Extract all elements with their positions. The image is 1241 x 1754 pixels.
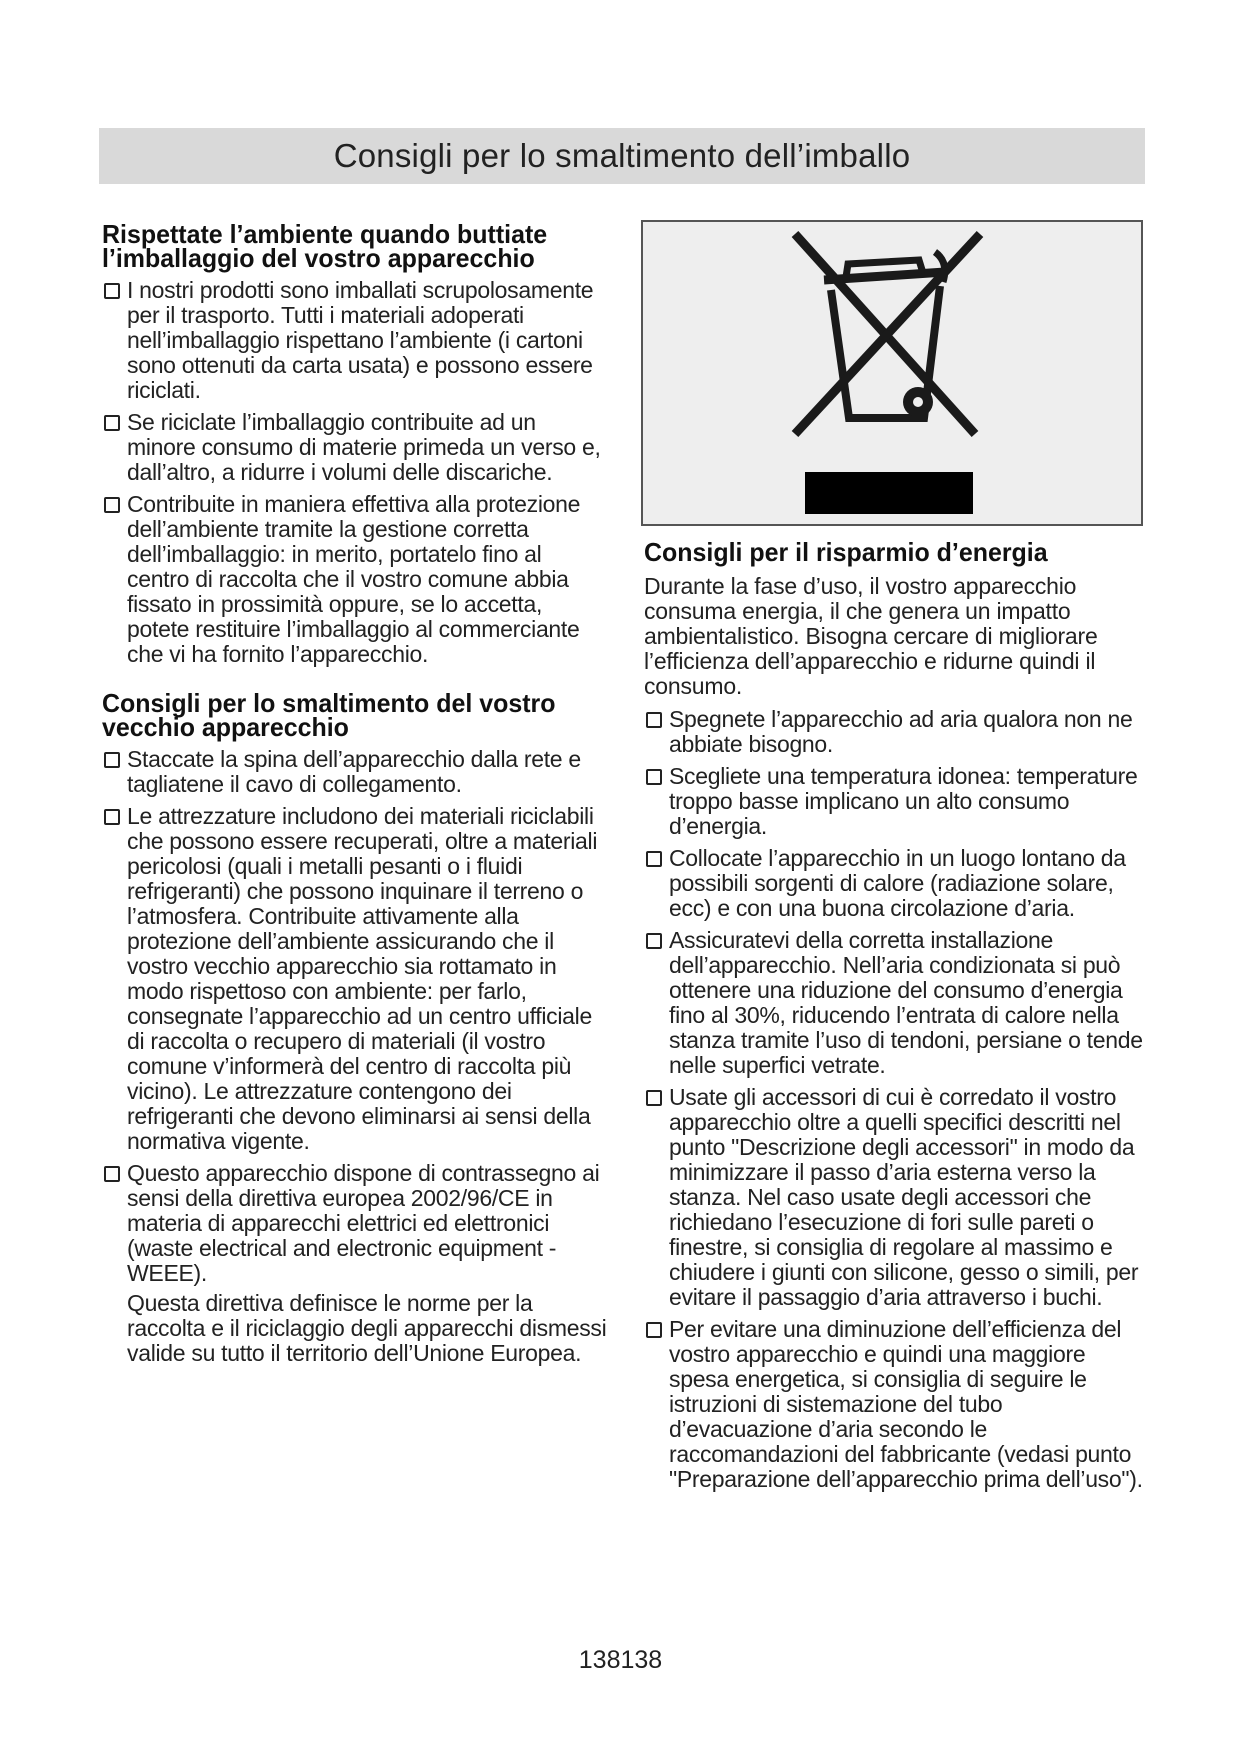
- list-item: Per evitare una diminuzione dell’efficienza del vostro apparecchio e quindi una maggiore spesa energetica, si consiglia di seguire le istruzioni di sistemazione del tubo d’evacuazione d’aria secondo le raccomandazioni del fabbricante (vedasi punto "Preparazione dell’apparecchio prima dell’uso").: [644, 1317, 1149, 1492]
- weee-symbol-panel: [641, 220, 1143, 526]
- right-column: [644, 537, 1149, 1516]
- page-header: [99, 128, 1145, 184]
- disposal-list: [102, 747, 607, 1366]
- list-item: Spegnete l’apparecchio ad aria qualora non ne abbiate bisogno.: [644, 707, 1149, 757]
- section-heading-energy: Consigli per il risparmio d’energia: [644, 537, 1048, 567]
- energy-list: [644, 707, 1149, 1492]
- checkbox-bullet-icon: [646, 1322, 662, 1338]
- checkbox-bullet-icon: [646, 769, 662, 785]
- crossed-out-wheelie-bin-icon: [643, 222, 1141, 524]
- checkbox-bullet-icon: [104, 497, 120, 513]
- section-heading-disposal: Consigli per lo smaltimento del vostro vecchio apparecchio: [102, 688, 556, 742]
- page-title: Consigli per lo smaltimento dell’imballo: [333, 137, 911, 174]
- packaging-list: [102, 278, 607, 667]
- checkbox-bullet-icon: [104, 415, 120, 431]
- checkbox-bullet-icon: [646, 933, 662, 949]
- list-item: Le attrezzature includono dei materiali riciclabili che possono essere recuperati, oltre a materiali pericolosi (quali i metalli pesanti o i fluidi refrigeranti) che possono inquinare il terreno o l’atmosfera. Contribuite attivamente alla protezione dell’ambiente assicurando che il vostro vecchio apparecchio sia rottamato in modo rispettoso con ambiente: per farlo, consegnate l’apparecchio ad un centro ufficiale di raccolta o recupero di materiali (il vostro comune v’informerà del centro di raccolta più vicino). Le attrezzature contengono dei refrigeranti che devono eliminarsi ai sensi della normativa vigente.: [102, 804, 607, 1154]
- checkbox-bullet-icon: [104, 283, 120, 299]
- checkbox-bullet-icon: [646, 1090, 662, 1106]
- energy-intro: Durante la fase d’uso, il vostro apparecchio consuma energia, il che genera un impatto ambientalistico. Bisogna cercare di migliorare l’efficienza dell’apparecchio e ridurne quindi il consumo.: [644, 573, 1098, 699]
- checkbox-bullet-icon: [104, 809, 120, 825]
- checkbox-bullet-icon: [646, 712, 662, 728]
- checkbox-bullet-icon: [104, 752, 120, 768]
- checkbox-bullet-icon: [646, 851, 662, 867]
- page-number: 138138: [578, 1646, 663, 1674]
- list-item: Usate gli accessori di cui è corredato il vostro apparecchio oltre a quelli specifici descritti nel punto "Descrizione degli accessori" in modo da minimizzare il passo d’aria esterna verso la stanza. Nel caso usate degli accessori che richiedano l’esecuzione di fori sulle pareti o finestre, si consiglia di regolare al massimo e chiudere i giunti con silicone, gesso o simili, per evitare il passaggio d’aria attraverso i buchi.: [644, 1085, 1149, 1310]
- list-item: I nostri prodotti sono imballati scrupolosamente per il trasporto. Tutti i materiali adoperati nell’imballaggio rispettano l’ambiente (i cartoni sono ottenuti da carta usata) e possono essere riciclati.: [102, 278, 607, 403]
- list-item: Staccate la spina dell’apparecchio dalla rete e tagliatene il cavo di collegamento.: [102, 747, 607, 797]
- list-item: Se riciclate l’imballaggio contribuite ad un minore consumo di materie primeda un verso e, dall’altro, a ridurre i volumi delle discariche.: [102, 410, 607, 485]
- left-column: [102, 219, 607, 1390]
- section-heading-packaging: Rispettate l’ambiente quando buttiate l’imballaggio del vostro apparecchio: [102, 219, 548, 273]
- list-item: Collocate l’apparecchio in un luogo lontano da possibili sorgenti di calore (radiazione solare, ecc) e con una buona circolazione d’aria.: [644, 846, 1149, 921]
- list-item: Scegliete una temperatura idonea: temperature troppo basse implicano un alto consumo d’energia.: [644, 764, 1149, 839]
- checkbox-bullet-icon: [104, 1166, 120, 1182]
- weee-directive-note: Questa direttiva definisce le norme per la raccolta e il riciclaggio degli apparecchi dismessi valide su tutto il territorio dell’Unione Europea.: [127, 1290, 607, 1366]
- list-item: Questo apparecchio dispone di contrassegno ai sensi della direttiva europea 2002/96/CE in materia di apparecchi elettrici ed elettronici (waste electrical and electronic equipment - WEEE). Questa direttiva definisce le norme per la raccolta e il riciclaggio degli apparecchi dismessi valide su tutto il territorio dell’Unione Europea.: [102, 1161, 607, 1366]
- list-item: Contribuite in maniera effettiva alla protezione dell’ambiente tramite la gestione corretta dell’imballaggio: in merito, portatelo fino al centro di raccolta che il vostro comune abbia fissato in prossimità oppure, se lo accetta, potete restituire l’imballaggio al commerciante che vi ha fornito l’apparecchio.: [102, 492, 607, 667]
- list-item: Assicuratevi della corretta installazione dell’apparecchio. Nell’aria condizionata si può ottenere una riduzione del consumo d’energia fino al 30%, riducendo l’entrata di calore nella stanza tramite l’uso di tendoni, persiane o tende nelle superfici vetrate.: [644, 928, 1149, 1078]
